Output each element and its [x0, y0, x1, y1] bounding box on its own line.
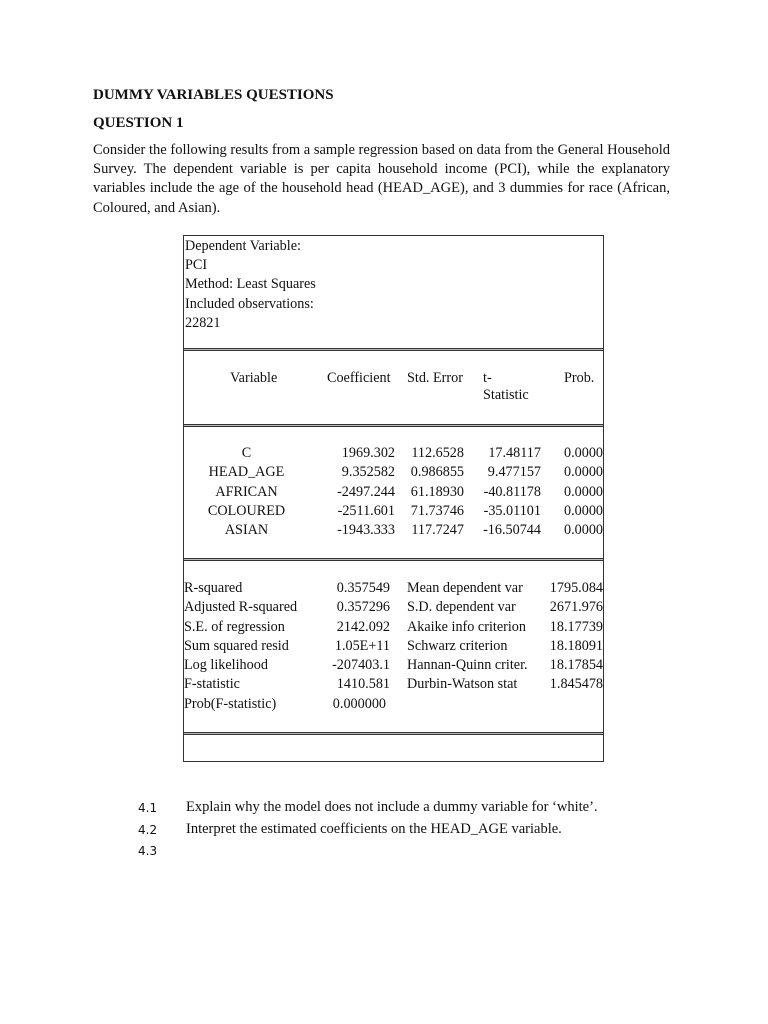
regression-meta [185, 237, 316, 333]
table-divider [184, 558, 603, 561]
regression-output-table [183, 235, 604, 762]
t-statistic-value: -35.01101 [483, 502, 541, 519]
prob-value: 0.0000 [563, 483, 603, 500]
stat-value: 1795.084 [549, 580, 603, 596]
prob-value: 0.0000 [563, 464, 603, 481]
stat-label: Hannan-Quinn criter. [407, 657, 528, 674]
stat-label: Prob(F-statistic) [184, 695, 277, 712]
t-statistic-value: -40.81178 [483, 483, 541, 500]
stat-row [184, 580, 603, 599]
stat-label: S.D. dependent var [407, 599, 516, 616]
stat-label: Adjusted R-squared [184, 599, 298, 616]
stat-value: 1.845478 [549, 676, 603, 693]
variable-name: AFRICAN [215, 483, 278, 500]
page-title: DUMMY VARIABLES QUESTIONS [93, 87, 334, 103]
method-label: Method: Least Squares [185, 276, 316, 293]
coefficient-rows [184, 445, 603, 541]
variable-name: ASIAN [224, 522, 269, 539]
std-error-value: 112.6528 [411, 445, 464, 461]
header-t-statistic-line2: Statistic [483, 387, 529, 403]
variable-name: C [241, 445, 252, 461]
variable-name: COLOURED [207, 502, 286, 519]
coefficient-value: -1943.333 [337, 522, 395, 539]
question-text: Explain why the model does not include a dummy variable for ‘white’. [186, 799, 598, 815]
table-row [184, 464, 603, 483]
stat-label: Schwarz criterion [407, 637, 508, 654]
stat-row [184, 619, 603, 638]
std-error-value: 71.73746 [410, 502, 464, 519]
stat-row [184, 638, 603, 657]
table-divider [184, 348, 603, 351]
table-row [184, 484, 603, 503]
coefficient-value: -2497.244 [337, 483, 395, 500]
stat-row [184, 676, 603, 695]
variable-name: HEAD_AGE [208, 464, 285, 481]
question-heading: QUESTION 1 [93, 115, 184, 131]
question-text: Interpret the estimated coefficients on the HEAD_AGE variable. [186, 820, 562, 837]
t-statistic-value: 17.48117 [488, 445, 541, 461]
t-statistic-value: -16.50744 [483, 522, 541, 539]
stat-row [184, 696, 603, 715]
question-number: 4.2 [138, 822, 158, 837]
stat-label: F-statistic [184, 676, 240, 693]
stat-value: 2671.976 [549, 599, 603, 616]
header-prob: Prob. [564, 370, 595, 386]
std-error-value: 117.7247 [411, 522, 464, 539]
header-t-statistic [483, 370, 529, 404]
stat-value: -207403.1 [332, 657, 390, 674]
dependent-variable-value: PCI [185, 257, 208, 274]
table-row [184, 503, 603, 522]
stat-label: R-squared [184, 580, 243, 596]
dependent-variable-label: Dependent Variable: [185, 238, 301, 254]
prob-value: 0.0000 [563, 522, 603, 539]
table-row [184, 445, 603, 464]
question-number: 4.3 [138, 844, 158, 858]
t-statistic-value: 9.477157 [487, 464, 541, 481]
stat-value: 18.18091 [549, 637, 603, 654]
table-divider [184, 732, 603, 735]
stat-value: 18.17739 [549, 618, 603, 635]
stat-value: 18.17854 [549, 657, 603, 674]
intro-paragraph: Consider the following results from a sample regression based on data from the General Household Survey. The dependent variable is per capita household income (PCI), while the explanatory variables include the age of the household head (HEAD_AGE), and 3 dummies for race (African, Coloured, and Asian). [93, 142, 670, 216]
stat-label: Akaike info criterion [407, 618, 526, 635]
prob-value: 0.0000 [563, 445, 603, 461]
header-std-error: Std. Error [407, 370, 463, 386]
stat-value: 0.000000 [332, 695, 386, 712]
summary-statistics [184, 580, 603, 715]
coefficient-value: 1969.302 [341, 445, 395, 461]
observations-label: Included observations: [185, 295, 314, 312]
stat-value: 1.05E+11 [334, 637, 390, 654]
table-divider [184, 424, 603, 427]
stat-value: 2142.092 [336, 618, 390, 635]
stat-value: 1410.581 [336, 676, 390, 693]
stat-value: 0.357549 [336, 580, 390, 596]
table-row [184, 522, 603, 541]
stat-label: Log likelihood [184, 657, 268, 674]
std-error-value: 61.18930 [410, 483, 464, 500]
stat-value: 0.357296 [336, 599, 390, 616]
observations-value: 22821 [185, 314, 221, 331]
stat-label: Durbin-Watson stat [407, 676, 518, 693]
prob-value: 0.0000 [563, 502, 603, 519]
stat-label: Sum squared resid [184, 637, 289, 654]
coefficient-value: 9.352582 [341, 464, 395, 481]
std-error-value: 0.986855 [410, 464, 464, 481]
stat-row [184, 599, 603, 618]
header-variable: Variable [230, 370, 278, 386]
coefficient-value: -2511.601 [337, 502, 395, 519]
question-number: 4.1 [138, 801, 158, 815]
stat-label: S.E. of regression [184, 618, 285, 635]
stat-row [184, 657, 603, 676]
header-t-statistic-line1: t- [483, 370, 492, 386]
header-coefficient: Coefficient [327, 370, 391, 386]
stat-label: Mean dependent var [407, 580, 523, 596]
